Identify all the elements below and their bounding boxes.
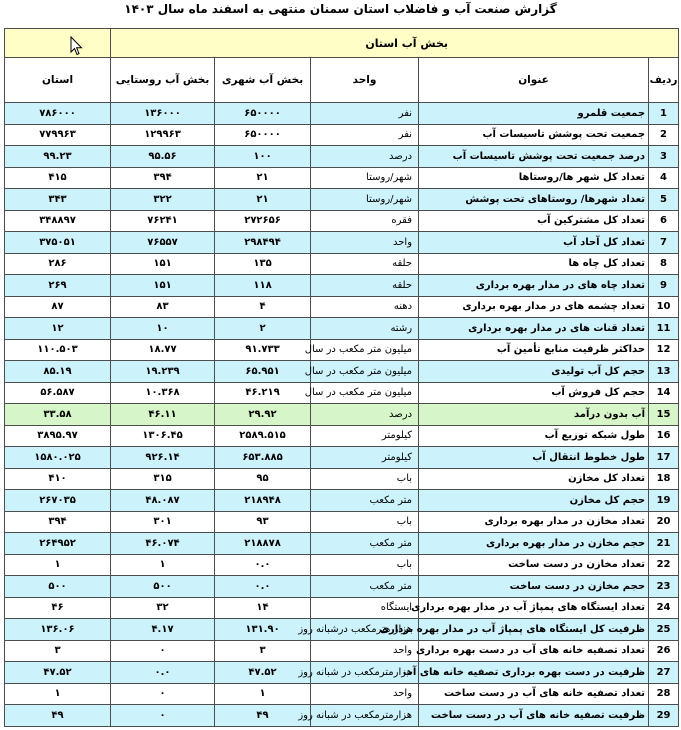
header-row-number: ردیف: [649, 58, 679, 103]
row-unit: متر مکعب: [311, 490, 419, 512]
row-rural-value: ۱۲۹۹۶۳: [111, 124, 215, 146]
row-province-value: ۵۶.۵۸۷: [5, 382, 111, 404]
row-rural-value: ۱۵۱: [111, 275, 215, 297]
row-province-value: ۱۲: [5, 318, 111, 340]
table-row: [5, 232, 679, 254]
row-unit: حلقه: [311, 253, 419, 275]
row-urban-value: ۱۳۱.۹۰: [215, 619, 311, 641]
table-row: [5, 382, 679, 404]
header-title: عنوان: [419, 58, 649, 103]
row-number: 1: [649, 103, 679, 125]
row-unit: رشته: [311, 318, 419, 340]
table-row: [5, 318, 679, 340]
row-title: تعداد تصفیه خانه های آب در دست بهره برداری: [419, 640, 649, 662]
row-title: تعداد مخازن در دست ساخت: [419, 554, 649, 576]
row-title: حداکثر ظرفیت منابع تأمین آب: [419, 339, 649, 361]
row-rural-value: ۵۰۰: [111, 576, 215, 598]
row-urban-value: ۶۵۰۰۰۰: [215, 103, 311, 125]
row-title: جمعیت قلمرو: [419, 103, 649, 125]
row-number: 25: [649, 619, 679, 641]
row-title: تعداد شهرها/ روستاهای تحت پوشش: [419, 189, 649, 211]
table-row: [5, 296, 679, 318]
row-unit: باب: [311, 511, 419, 533]
table-row: [5, 210, 679, 232]
row-title: تعداد کل چاه ها: [419, 253, 649, 275]
table-row: [5, 167, 679, 189]
row-rural-value: ۱۰.۳۶۸: [111, 382, 215, 404]
table-row: [5, 275, 679, 297]
row-urban-value: ۲۱۸۸۷۸: [215, 533, 311, 555]
row-rural-value: ۰.۰: [111, 662, 215, 684]
row-rural-value: ۱۳۶۰۰۰: [111, 103, 215, 125]
row-title: تعداد مخازن در مدار بهره برداری: [419, 511, 649, 533]
row-urban-value: ۹۱.۷۳۳: [215, 339, 311, 361]
row-unit: فقره: [311, 210, 419, 232]
header-province: استان: [5, 58, 111, 103]
row-number: 4: [649, 167, 679, 189]
row-urban-value: ۹۳: [215, 511, 311, 533]
row-rural-value: ۹۵.۵۶: [111, 146, 215, 168]
row-title: تعداد چشمه های در مدار بهره برداری: [419, 296, 649, 318]
row-rural-value: ۱۳۰۶.۴۵: [111, 425, 215, 447]
row-province-value: ۲۶۹: [5, 275, 111, 297]
row-rural-value: ۳۱۵: [111, 468, 215, 490]
row-number: 3: [649, 146, 679, 168]
row-title: حجم مخازن در دست ساخت: [419, 576, 649, 598]
row-unit: واحد: [311, 232, 419, 254]
table-row: [5, 124, 679, 146]
row-number: 16: [649, 425, 679, 447]
row-title: حجم کل مخازن: [419, 490, 649, 512]
row-title: تعداد کل مشترکین آب: [419, 210, 649, 232]
row-title: تعداد کل آحاد آب: [419, 232, 649, 254]
row-rural-value: ۱۸.۷۷: [111, 339, 215, 361]
row-number: 18: [649, 468, 679, 490]
row-province-value: ۴۶: [5, 597, 111, 619]
row-province-value: ۴۱۰: [5, 468, 111, 490]
row-province-value: ۴۹: [5, 705, 111, 727]
table-row: [5, 619, 679, 641]
table-row: [5, 146, 679, 168]
section-title: بخش آب استان: [365, 36, 449, 50]
table-row: [5, 253, 679, 275]
row-rural-value: ۸۳: [111, 296, 215, 318]
report-title: گزارش صنعت آب و فاضلاب استان سمنان منتهی به اسفند ماه سال ۱۴۰۳: [124, 2, 557, 16]
row-number: 2: [649, 124, 679, 146]
row-urban-value: ۴: [215, 296, 311, 318]
row-rural-value: ۴۸.۰۸۷: [111, 490, 215, 512]
row-province-value: ۴۷.۵۲: [5, 662, 111, 684]
row-province-value: ۳۴۳: [5, 189, 111, 211]
row-urban-value: ۲۹.۹۲: [215, 404, 311, 426]
row-number: 26: [649, 640, 679, 662]
table-row: [5, 662, 679, 684]
row-urban-value: ۲۵۸۹.۵۱۵: [215, 425, 311, 447]
row-number: 27: [649, 662, 679, 684]
row-province-value: ۱۳۶.۰۶: [5, 619, 111, 641]
row-number: 19: [649, 490, 679, 512]
row-rural-value: ۴۶.۰۷۴: [111, 533, 215, 555]
row-unit: ایستگاه: [311, 597, 419, 619]
row-province-value: ۲۸۶: [5, 253, 111, 275]
row-urban-value: ۰.۰: [215, 554, 311, 576]
row-unit: کیلومتر: [311, 425, 419, 447]
row-urban-value: ۲۹۸۴۹۴: [215, 232, 311, 254]
row-urban-value: ۴۹: [215, 705, 311, 727]
row-urban-value: ۲۷۲۶۵۶: [215, 210, 311, 232]
table-row: [5, 597, 679, 619]
row-rural-value: ۰: [111, 683, 215, 705]
table-row: [5, 511, 679, 533]
row-urban-value: ۶۵۳.۸۸۵: [215, 447, 311, 469]
row-province-value: ۸۵.۱۹: [5, 361, 111, 383]
row-urban-value: ۲: [215, 318, 311, 340]
row-urban-value: ۰.۰: [215, 576, 311, 598]
row-number: 13: [649, 361, 679, 383]
row-number: 15: [649, 404, 679, 426]
row-title: تعداد کل مخازن: [419, 468, 649, 490]
row-number: 11: [649, 318, 679, 340]
table-row: [5, 683, 679, 705]
row-number: 20: [649, 511, 679, 533]
row-title: تعداد ایستگاه های پمپاژ آب در مدار بهره برداری: [419, 597, 649, 619]
row-rural-value: ۱۹.۲۳۹: [111, 361, 215, 383]
row-unit: میلیون متر مکعب در سال: [311, 382, 419, 404]
table-row: [5, 554, 679, 576]
row-province-value: ۳: [5, 640, 111, 662]
row-number: 8: [649, 253, 679, 275]
table-row: [5, 705, 679, 727]
row-province-value: ۱: [5, 683, 111, 705]
row-urban-value: ۹۵: [215, 468, 311, 490]
row-unit: متر مکعب: [311, 533, 419, 555]
row-unit: میلیون متر مکعب در سال: [311, 361, 419, 383]
row-urban-value: ۴۷.۵۲: [215, 662, 311, 684]
row-title: ظرفیت تصفیه خانه های آب در دست ساخت: [419, 705, 649, 727]
row-unit: واحد: [311, 640, 419, 662]
row-province-value: ۳۴۸۸۹۷: [5, 210, 111, 232]
row-unit: واحد: [311, 683, 419, 705]
row-urban-value: ۱۳۵: [215, 253, 311, 275]
table-row: [5, 189, 679, 211]
row-number: 23: [649, 576, 679, 598]
row-urban-value: ۲۱۸۹۴۸: [215, 490, 311, 512]
row-unit: باب: [311, 468, 419, 490]
row-urban-value: ۳: [215, 640, 311, 662]
row-number: 28: [649, 683, 679, 705]
row-title: حجم کل فروش آب: [419, 382, 649, 404]
row-province-value: ۲۶۷۰۳۵: [5, 490, 111, 512]
row-rural-value: ۳۰۱: [111, 511, 215, 533]
row-rural-value: ۴۶.۱۱: [111, 404, 215, 426]
row-title: تعداد قنات های در مدار بهره برداری: [419, 318, 649, 340]
water-report-table: [4, 28, 679, 727]
row-province-value: ۸۷: [5, 296, 111, 318]
row-unit: هزارمترمکعب در شبانه روز: [311, 705, 419, 727]
row-rural-value: ۱: [111, 554, 215, 576]
row-unit: هزارمترمکعب در شبانه روز: [311, 662, 419, 684]
row-number: 5: [649, 189, 679, 211]
row-urban-value: ۶۵.۹۵۱: [215, 361, 311, 383]
row-rural-value: ۰: [111, 705, 215, 727]
row-rural-value: ۴.۱۷: [111, 619, 215, 641]
row-urban-value: ۶۵۰۰۰۰: [215, 124, 311, 146]
table-row: [5, 361, 679, 383]
row-province-value: ۲۶۴۹۵۲: [5, 533, 111, 555]
row-province-value: ۹۹.۲۳: [5, 146, 111, 168]
row-title: آب بدون درآمد: [419, 404, 649, 426]
row-number: 17: [649, 447, 679, 469]
header-rural: بخش آب روستایی: [111, 58, 215, 103]
row-title: تعداد چاه های در مدار بهره برداری: [419, 275, 649, 297]
row-unit: حلقه: [311, 275, 419, 297]
banner-blank: [5, 29, 111, 58]
row-rural-value: ۳۹۴: [111, 167, 215, 189]
row-province-value: ۵۰۰: [5, 576, 111, 598]
row-rural-value: ۷۶۲۴۱: [111, 210, 215, 232]
row-unit: شهر/روستا: [311, 189, 419, 211]
row-number: 6: [649, 210, 679, 232]
table-row: [5, 576, 679, 598]
row-title: تعداد کل شهر ها/روستاها: [419, 167, 649, 189]
row-unit: نفر: [311, 124, 419, 146]
row-number: 21: [649, 533, 679, 555]
row-unit: نفر: [311, 103, 419, 125]
row-province-value: ۱۵۸۰.۰۲۵: [5, 447, 111, 469]
row-title: طول شبکه توزیع آب: [419, 425, 649, 447]
row-province-value: ۳۷۵۰۵۱: [5, 232, 111, 254]
row-urban-value: ۱۱۸: [215, 275, 311, 297]
row-number: 22: [649, 554, 679, 576]
row-unit: باب: [311, 554, 419, 576]
section-title-cell: [111, 29, 679, 58]
row-province-value: ۳۸۹۵.۹۷: [5, 425, 111, 447]
row-unit: درصد: [311, 146, 419, 168]
row-province-value: ۱: [5, 554, 111, 576]
row-title: حجم کل آب تولیدی: [419, 361, 649, 383]
row-province-value: ۱۱۰.۵۰۳: [5, 339, 111, 361]
table-row: [5, 339, 679, 361]
row-title: جمعیت تحت پوشش تاسیسات آب: [419, 124, 649, 146]
row-rural-value: ۰: [111, 640, 215, 662]
row-urban-value: ۴۶.۲۱۹: [215, 382, 311, 404]
header-urban: بخش آب شهری: [215, 58, 311, 103]
row-urban-value: ۲۱: [215, 189, 311, 211]
row-number: 24: [649, 597, 679, 619]
row-title: ظرفیت کل ایستگاه های پمپاژ آب در مدار بهره برداری: [419, 619, 649, 641]
row-unit: هزار مترمکعب درشبانه روز: [311, 619, 419, 641]
row-number: 9: [649, 275, 679, 297]
row-rural-value: ۹۲۶.۱۴: [111, 447, 215, 469]
table-row: [5, 103, 679, 125]
row-province-value: ۳۳.۵۸: [5, 404, 111, 426]
table-row: [5, 447, 679, 469]
row-number: 12: [649, 339, 679, 361]
row-rural-value: ۱۵۱: [111, 253, 215, 275]
row-number: 14: [649, 382, 679, 404]
row-rural-value: ۳۲: [111, 597, 215, 619]
table-row: [5, 404, 679, 426]
row-province-value: ۳۹۴: [5, 511, 111, 533]
header-unit: واحد: [311, 58, 419, 103]
row-rural-value: ۳۲۲: [111, 189, 215, 211]
row-number: 10: [649, 296, 679, 318]
row-province-value: ۷۸۶۰۰۰: [5, 103, 111, 125]
row-title: درصد جمعیت تحت پوشش تاسیسات آب: [419, 146, 649, 168]
row-title: طول خطوط انتقال آب: [419, 447, 649, 469]
row-province-value: ۴۱۵: [5, 167, 111, 189]
table-row: [5, 490, 679, 512]
row-unit: متر مکعب: [311, 576, 419, 598]
row-urban-value: ۲۱: [215, 167, 311, 189]
mouse-cursor-icon: [70, 36, 84, 56]
row-urban-value: ۱: [215, 683, 311, 705]
table-row: [5, 533, 679, 555]
table-row: [5, 640, 679, 662]
row-urban-value: ۱۴: [215, 597, 311, 619]
row-title: ظرفیت در دست بهره برداری تصفیه خانه های آب: [419, 662, 649, 684]
table-row: [5, 425, 679, 447]
row-title: حجم مخازن در مدار بهره برداری: [419, 533, 649, 555]
row-unit: درصد: [311, 404, 419, 426]
row-rural-value: ۷۶۵۵۷: [111, 232, 215, 254]
row-unit: میلیون متر مکعب در سال: [311, 339, 419, 361]
row-title: تعداد تصفیه خانه های آب در دست ساخت: [419, 683, 649, 705]
row-unit: شهر/روستا: [311, 167, 419, 189]
row-number: 7: [649, 232, 679, 254]
row-number: 29: [649, 705, 679, 727]
row-province-value: ۷۷۹۹۶۳: [5, 124, 111, 146]
row-unit: دهنه: [311, 296, 419, 318]
row-urban-value: ۱۰۰: [215, 146, 311, 168]
row-unit: کیلومتر: [311, 447, 419, 469]
table-row: [5, 468, 679, 490]
row-rural-value: ۱۰: [111, 318, 215, 340]
